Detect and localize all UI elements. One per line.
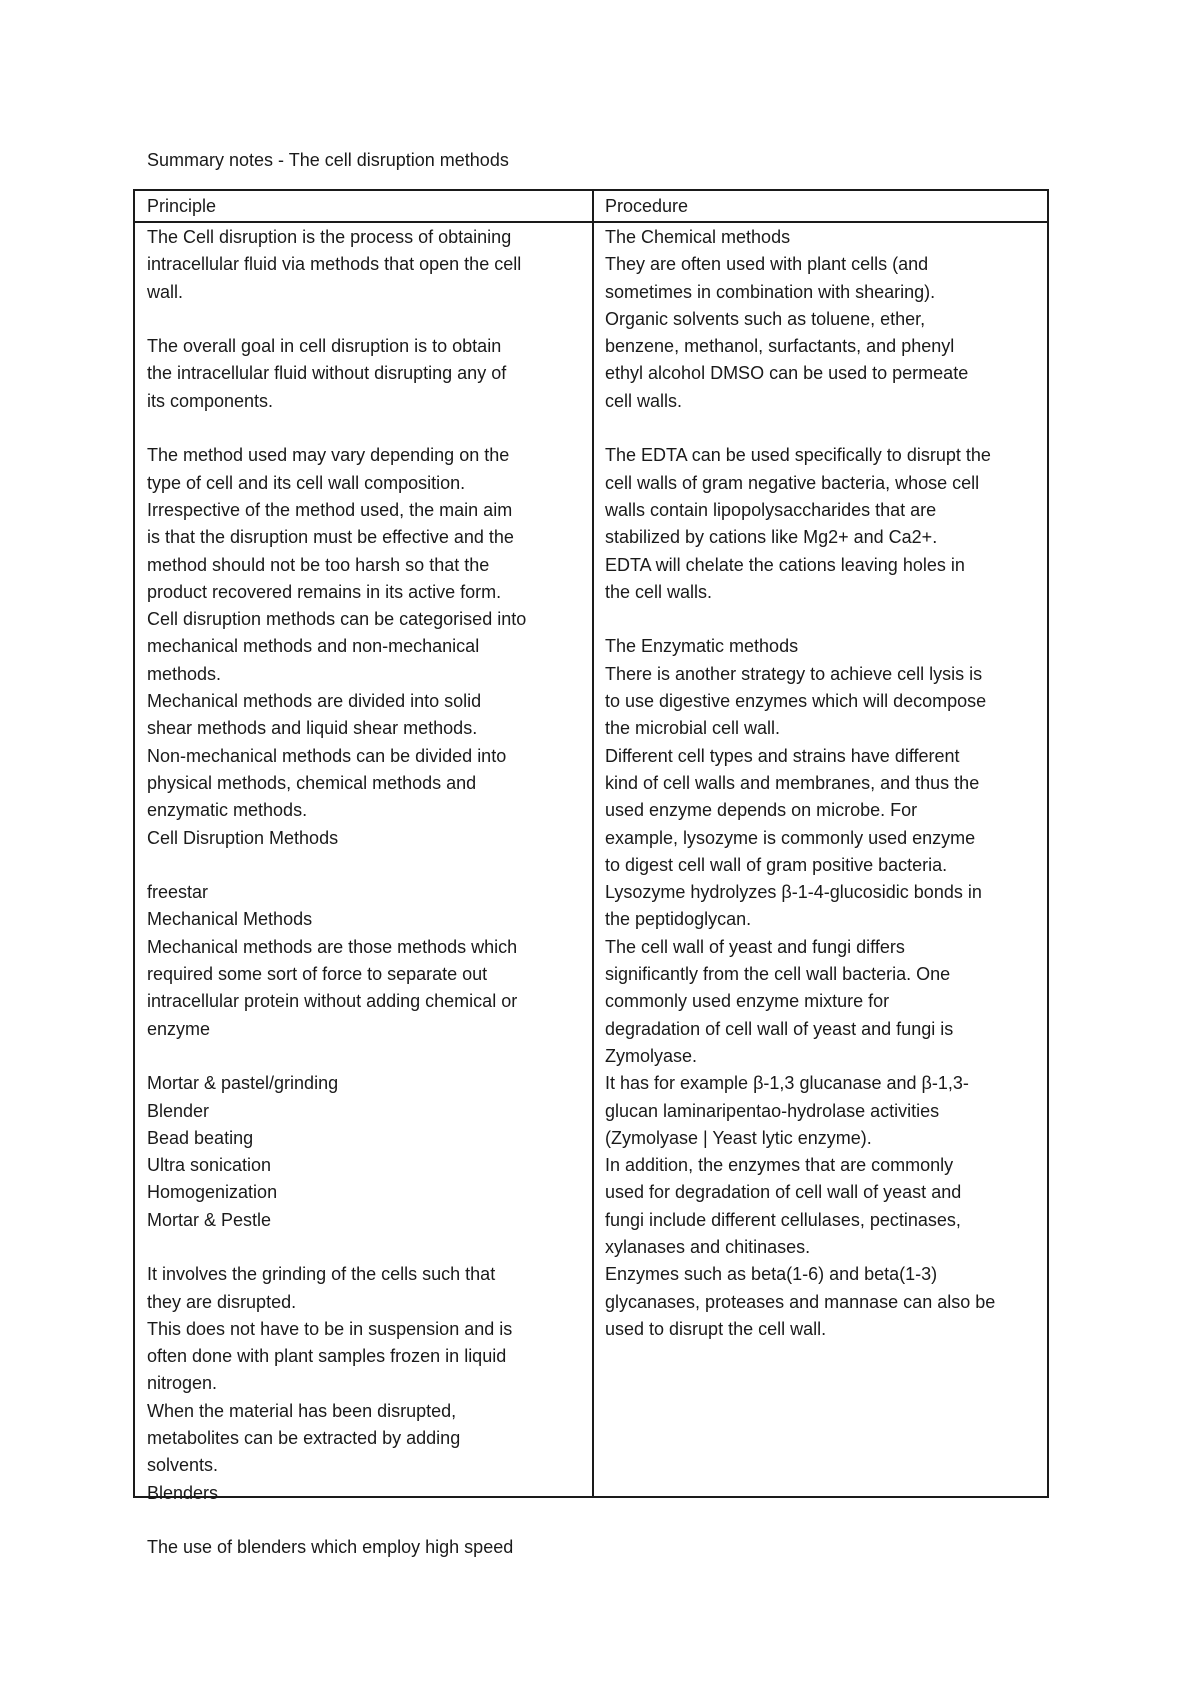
procedure-text-line: Organic solvents such as toluene, ether, xyxy=(605,308,926,329)
principle-column xyxy=(147,224,587,1562)
procedure-text-line: used to disrupt the cell wall. xyxy=(605,1318,827,1339)
principle-text-line: its components. xyxy=(147,390,274,411)
procedure-text-line: The Chemical methods xyxy=(605,227,791,247)
procedure-text-line: cell walls. xyxy=(605,390,683,411)
principle-text-line: Cell Disruption Methods xyxy=(147,827,339,848)
procedure-text-line: to use digestive enzymes which will decompose xyxy=(605,691,987,712)
principle-text-line: intracellular fluid via methods that open the cell xyxy=(147,254,522,275)
procedure-text-line: xylanases and chitinases. xyxy=(605,1236,811,1257)
procedure-text-line: The cell wall of yeast and fungi differs xyxy=(605,936,905,957)
procedure-text-line: sometimes in combination with shearing). xyxy=(605,281,936,302)
procedure-text-line: Enzymes such as beta(1-6) and beta(1-3) xyxy=(605,1264,938,1285)
principle-text-line: When the material has been disrupted, xyxy=(147,1400,457,1421)
procedure-text-line xyxy=(605,415,1045,442)
procedure-text-line: ethyl alcohol DMSO can be used to permeate xyxy=(605,363,969,384)
procedure-text-line: fungi include different cellulases, pectinases, xyxy=(605,1209,961,1230)
principle-text-line: intracellular protein without adding chemical or xyxy=(147,991,518,1012)
principle-text-line: The overall goal in cell disruption is to obtain xyxy=(147,336,502,357)
principle-text-line: Mortar & pastel/grinding xyxy=(147,1073,339,1094)
procedure-text-line: example, lysozyme is commonly used enzyme xyxy=(605,827,976,848)
notes-table xyxy=(133,189,1049,1558)
principle-text-line: the intracellular fluid without disrupting any of xyxy=(147,363,507,384)
principle-text-line: enzyme xyxy=(147,1018,211,1039)
principle-text-line: shear methods and liquid shear methods. xyxy=(147,718,478,739)
procedure-text-line: cell walls of gram negative bacteria, whose cell xyxy=(605,472,980,493)
procedure-text-line: It has for example β-1,3 glucanase and β-1,3- xyxy=(605,1073,969,1094)
principle-text-line: methods. xyxy=(147,663,222,684)
procedure-text-line xyxy=(605,606,1045,633)
principle-text-line: Non-mechanical methods can be divided into xyxy=(147,745,507,766)
principle-text-line: Irrespective of the method used, the main aim xyxy=(147,499,513,520)
principle-text-line xyxy=(147,1043,587,1070)
column-divider xyxy=(592,191,594,1496)
principle-text-line: wall. xyxy=(147,281,184,302)
header-procedure: Procedure xyxy=(605,196,689,216)
page-title: Summary notes - The cell disruption methods xyxy=(147,150,509,170)
procedure-text-line: the cell walls. xyxy=(605,581,713,602)
principle-text-line: method should not be too harsh so that the xyxy=(147,554,490,575)
procedure-column xyxy=(605,224,1045,1343)
procedure-text-line: to digest cell wall of gram positive bacteria. xyxy=(605,854,948,875)
principle-text-line: freestar xyxy=(147,882,209,903)
procedure-text-line: In addition, the enzymes that are commonly xyxy=(605,1155,954,1176)
principle-text-line: Cell disruption methods can be categorised into xyxy=(147,609,527,630)
principle-text-line: is that the disruption must be effective and the xyxy=(147,527,514,548)
procedure-text-line: Different cell types and strains have different xyxy=(605,745,960,766)
principle-text-line: they are disrupted. xyxy=(147,1291,297,1312)
principle-text-line: Mechanical Methods xyxy=(147,909,313,930)
procedure-text-line: stabilized by cations like Mg2+ and Ca2+. xyxy=(605,527,938,548)
principle-text-line xyxy=(147,1507,587,1534)
procedure-text-line: the microbial cell wall. xyxy=(605,718,781,739)
procedure-text-line: glucan laminaripentao-hydrolase activities xyxy=(605,1100,940,1121)
principle-text-line: The method used may vary depending on the xyxy=(147,445,510,466)
principle-text-line: The Cell disruption is the process of obtaining xyxy=(147,227,512,247)
principle-text-line: Mortar & Pestle xyxy=(147,1209,272,1230)
principle-text-line: enzymatic methods. xyxy=(147,800,308,821)
procedure-text-line: benzene, methanol, surfactants, and phenyl xyxy=(605,336,955,357)
procedure-text-line: walls contain lipopolysaccharides that are xyxy=(605,499,937,520)
principle-text-line: Mechanical methods are divided into solid xyxy=(147,691,482,712)
principle-text-line: Mechanical methods are those methods which xyxy=(147,936,518,957)
principle-text-line: Homogenization xyxy=(147,1182,278,1203)
principle-text-line: Blenders xyxy=(147,1482,219,1503)
principle-text-line: Bead beating xyxy=(147,1127,254,1148)
procedure-text-line: There is another strategy to achieve cell lysis is xyxy=(605,663,983,684)
principle-text-line: It involves the grinding of the cells such that xyxy=(147,1264,496,1285)
procedure-text-line: commonly used enzyme mixture for xyxy=(605,991,890,1012)
procedure-text-line: glycanases, proteases and mannase can also be xyxy=(605,1291,996,1312)
principle-text-line xyxy=(147,415,587,442)
principle-text-line: required some sort of force to separate out xyxy=(147,964,488,985)
principle-text-line xyxy=(147,306,587,333)
principle-text-line: nitrogen. xyxy=(147,1373,218,1394)
principle-text-line: mechanical methods and non-mechanical xyxy=(147,636,480,657)
principle-text-line: product recovered remains in its active form. xyxy=(147,581,502,602)
principle-text-line: The use of blenders which employ high speed xyxy=(147,1537,514,1558)
procedure-text-line: Lysozyme hydrolyzes β-1-4-glucosidic bonds in xyxy=(605,882,982,903)
principle-text-line: physical methods, chemical methods and xyxy=(147,772,477,793)
procedure-text-line: They are often used with plant cells (and xyxy=(605,254,929,275)
principle-text-line: Blender xyxy=(147,1100,210,1121)
procedure-text-line: significantly from the cell wall bacteria. One xyxy=(605,964,951,985)
principle-text-line: This does not have to be in suspension and is xyxy=(147,1318,513,1339)
principle-text-line: solvents. xyxy=(147,1455,219,1476)
table-header-row xyxy=(135,191,1047,223)
header-principle: Principle xyxy=(147,196,217,216)
principle-text-line xyxy=(147,852,587,879)
procedure-text-line: degradation of cell wall of yeast and fungi is xyxy=(605,1018,954,1039)
principle-text-line: type of cell and its cell wall composition. xyxy=(147,472,466,493)
principle-text-line: metabolites can be extracted by adding xyxy=(147,1428,461,1449)
procedure-text-line: kind of cell walls and membranes, and thus the xyxy=(605,772,980,793)
procedure-text-line: EDTA will chelate the cations leaving holes in xyxy=(605,554,965,575)
procedure-text-line: the peptidoglycan. xyxy=(605,909,752,930)
procedure-text-line: used enzyme depends on microbe. For xyxy=(605,800,918,821)
procedure-text-line: The EDTA can be used specifically to disrupt the xyxy=(605,445,991,466)
procedure-text-line: The Enzymatic methods xyxy=(605,636,799,657)
principle-text-line: Ultra sonication xyxy=(147,1155,272,1176)
procedure-text-line: (Zymolyase | Yeast lytic enzyme). xyxy=(605,1127,872,1148)
procedure-text-line: Zymolyase. xyxy=(605,1045,698,1066)
principle-text-line xyxy=(147,1234,587,1261)
principle-text-line: often done with plant samples frozen in liquid xyxy=(147,1346,507,1367)
procedure-text-line: used for degradation of cell wall of yeast and xyxy=(605,1182,962,1203)
